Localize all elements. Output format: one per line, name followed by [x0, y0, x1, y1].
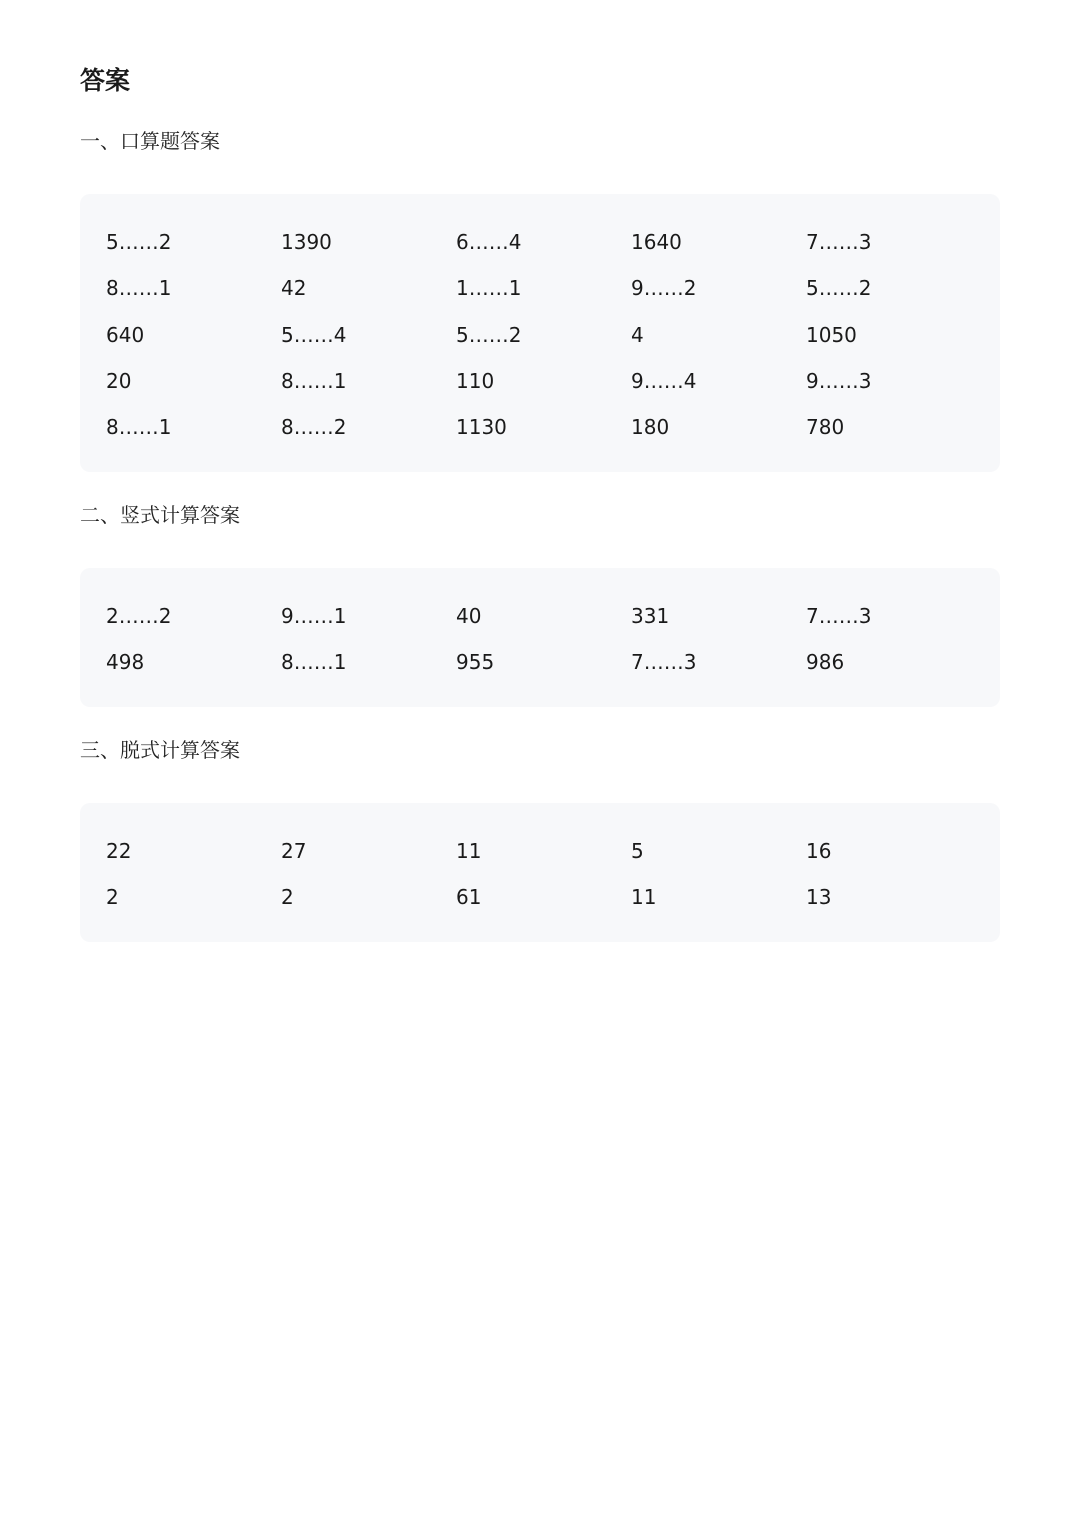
answer-cell: 8……1 [106, 276, 172, 301]
answer-cell: 11 [631, 885, 657, 910]
answer-cell: 16 [806, 839, 832, 863]
answer-cell: 180 [631, 415, 670, 440]
answer-cell: 5……4 [281, 322, 347, 347]
answer-cell: 7……3 [631, 650, 697, 675]
answer-cell: 1……1 [456, 276, 522, 301]
answer-cell: 8……1 [106, 415, 172, 440]
answer-cell: 11 [456, 839, 482, 863]
answer-cell: 20 [106, 368, 132, 393]
answer-cell: 1130 [456, 415, 507, 440]
answer-cell: 13 [806, 885, 832, 910]
answer-cell: 8……2 [281, 415, 347, 440]
answer-cell: 986 [806, 650, 845, 675]
answer-cell: 7……3 [806, 604, 872, 628]
answer-cell: 5……2 [806, 276, 872, 301]
section-heading-oral: 一、口算题答案 [80, 129, 220, 153]
answer-cell: 331 [631, 604, 670, 628]
answer-cell: 1390 [281, 230, 332, 254]
answer-cell: 110 [456, 368, 495, 393]
answer-cell: 42 [281, 276, 307, 301]
answer-cell: 22 [106, 839, 132, 863]
answer-cell: 4 [631, 322, 644, 347]
answer-cell: 498 [106, 650, 145, 675]
answer-cell: 7……3 [806, 230, 872, 254]
answer-cell: 8……1 [281, 368, 347, 393]
answer-cell: 8……1 [281, 650, 347, 675]
page-title: 答案 [80, 66, 131, 95]
answer-cell: 9……3 [806, 368, 872, 393]
answer-cell: 6……4 [456, 230, 522, 254]
answer-cell: 9……2 [631, 276, 697, 301]
vertical-answers-grid [106, 596, 1000, 689]
answer-cell: 955 [456, 650, 495, 675]
answer-cell: 5……2 [456, 322, 522, 347]
answer-cell: 40 [456, 604, 482, 628]
answer-cell: 2……2 [106, 604, 172, 628]
section-heading-stepwise: 三、脱式计算答案 [80, 738, 240, 762]
stepwise-answers-grid [106, 831, 1000, 924]
answer-cell: 2 [281, 885, 294, 910]
oral-answers-panel [80, 194, 1000, 472]
oral-answers-grid [106, 222, 1000, 453]
answer-cell: 5 [631, 839, 644, 863]
answer-cell: 9……1 [281, 604, 347, 628]
answer-cell: 61 [456, 885, 482, 910]
answer-cell: 9……4 [631, 368, 697, 393]
answer-cell: 27 [281, 839, 307, 863]
answer-cell: 2 [106, 885, 119, 910]
answer-cell: 1050 [806, 322, 857, 347]
answer-cell: 1640 [631, 230, 682, 254]
section-heading-vertical: 二、竖式计算答案 [80, 503, 240, 527]
answer-cell: 780 [806, 415, 845, 440]
vertical-answers-panel [80, 568, 1000, 707]
stepwise-answers-panel [80, 803, 1000, 942]
answer-cell: 5……2 [106, 230, 172, 254]
answer-cell: 640 [106, 322, 145, 347]
